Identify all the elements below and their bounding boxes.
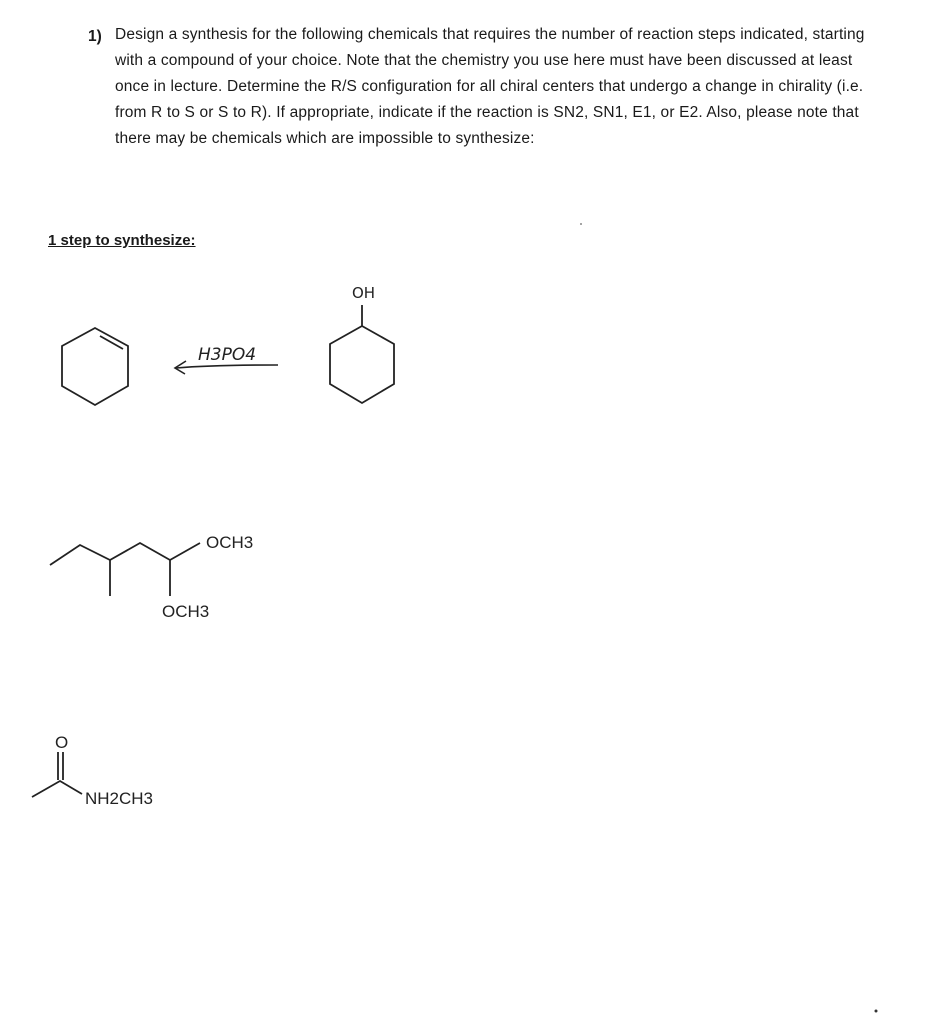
question-number: 1) [88, 28, 102, 45]
stray-mark [580, 223, 582, 225]
cyclohexene-structure [62, 328, 128, 405]
methoxy-label-bottom: OCH3 [162, 602, 210, 621]
amine-label: NH2CH3 [85, 789, 154, 808]
methoxy-label-top: OCH3 [206, 533, 254, 552]
reagent-label: H3PO4 [198, 345, 257, 365]
stray-mark [875, 1010, 878, 1013]
cyclohexanol-structure [330, 305, 394, 403]
diether-structure [50, 543, 200, 596]
question-text: Design a synthesis for the following chemicals that requires the number of reaction steps indicated, starting with a compound of your choice. Note that the chemistry you use here must have been discussed at least once in lecture. Determine the R/S configuration for all chiral centers that undergo a change in chirality (i.e. from R to S or S to R). If appropriate, indicate if the reaction is SN2, SN1, E1, or E2. Also, please note that there may be chemicals which are impossible to synthesize: [115, 26, 865, 147]
section-heading: 1 step to synthesize: [48, 232, 196, 249]
amide-structure [32, 752, 82, 797]
hydroxyl-label: OH [352, 284, 376, 302]
carbonyl-oxygen-label: O [55, 733, 69, 752]
